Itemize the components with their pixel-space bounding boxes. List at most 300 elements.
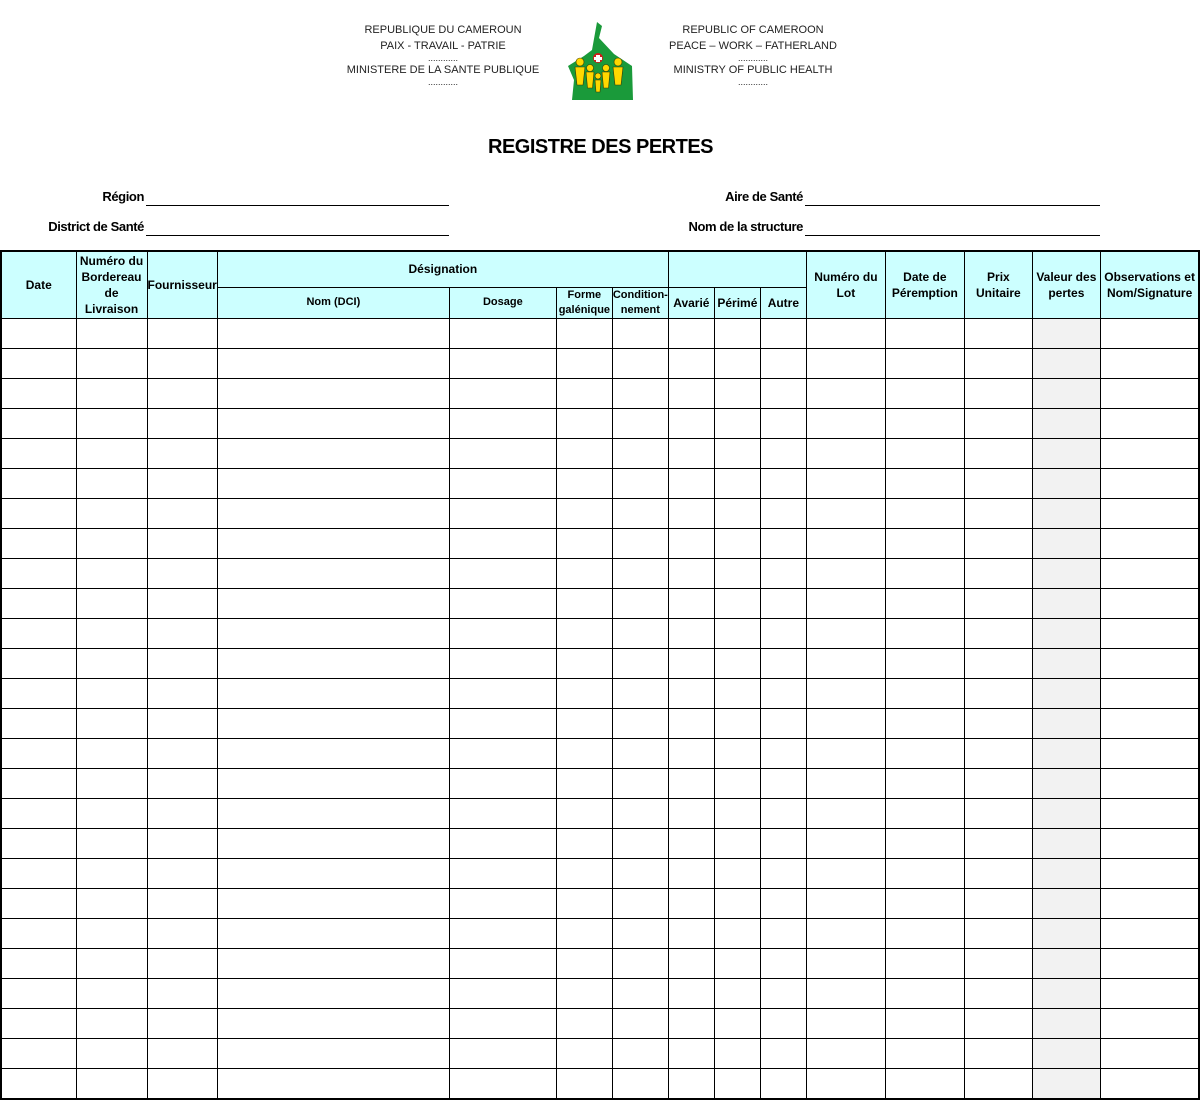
cell-prix[interactable] xyxy=(964,558,1032,588)
cell-perime[interactable] xyxy=(714,558,760,588)
cell-lot[interactable] xyxy=(806,918,885,948)
cell-bordereau[interactable] xyxy=(76,648,147,678)
aire-sante-field[interactable] xyxy=(805,205,1100,206)
cell-observations[interactable] xyxy=(1100,348,1199,378)
cell-prix[interactable] xyxy=(964,318,1032,348)
cell-valeur[interactable] xyxy=(1032,468,1100,498)
cell-peremption[interactable] xyxy=(885,798,964,828)
cell-valeur[interactable] xyxy=(1032,678,1100,708)
cell-perime[interactable] xyxy=(714,828,760,858)
cell-conditionnement[interactable] xyxy=(612,708,668,738)
cell-bordereau[interactable] xyxy=(76,978,147,1008)
cell-valeur[interactable] xyxy=(1032,408,1100,438)
cell-observations[interactable] xyxy=(1100,558,1199,588)
cell-peremption[interactable] xyxy=(885,1068,964,1099)
cell-lot[interactable] xyxy=(806,828,885,858)
cell-conditionnement[interactable] xyxy=(612,738,668,768)
cell-fournisseur[interactable] xyxy=(147,348,217,378)
cell-date[interactable] xyxy=(1,738,76,768)
cell-avarie[interactable] xyxy=(668,888,714,918)
cell-peremption[interactable] xyxy=(885,378,964,408)
cell-fournisseur[interactable] xyxy=(147,888,217,918)
cell-prix[interactable] xyxy=(964,1008,1032,1038)
cell-lot[interactable] xyxy=(806,438,885,468)
cell-conditionnement[interactable] xyxy=(612,1038,668,1068)
cell-valeur[interactable] xyxy=(1032,828,1100,858)
cell-lot[interactable] xyxy=(806,588,885,618)
cell-valeur[interactable] xyxy=(1032,948,1100,978)
cell-prix[interactable] xyxy=(964,618,1032,648)
cell-avarie[interactable] xyxy=(668,1008,714,1038)
cell-valeur[interactable] xyxy=(1032,978,1100,1008)
cell-date[interactable] xyxy=(1,528,76,558)
cell-date[interactable] xyxy=(1,1038,76,1068)
cell-perime[interactable] xyxy=(714,408,760,438)
cell-forme[interactable] xyxy=(556,1068,612,1099)
cell-valeur[interactable] xyxy=(1032,318,1100,348)
cell-nom-dci[interactable] xyxy=(217,618,449,648)
cell-dosage[interactable] xyxy=(449,768,556,798)
cell-avarie[interactable] xyxy=(668,438,714,468)
cell-fournisseur[interactable] xyxy=(147,978,217,1008)
cell-prix[interactable] xyxy=(964,468,1032,498)
cell-observations[interactable] xyxy=(1100,828,1199,858)
cell-dosage[interactable] xyxy=(449,378,556,408)
cell-date[interactable] xyxy=(1,618,76,648)
cell-fournisseur[interactable] xyxy=(147,1008,217,1038)
cell-fournisseur[interactable] xyxy=(147,708,217,738)
cell-fournisseur[interactable] xyxy=(147,318,217,348)
cell-bordereau[interactable] xyxy=(76,948,147,978)
cell-avarie[interactable] xyxy=(668,708,714,738)
cell-observations[interactable] xyxy=(1100,1038,1199,1068)
cell-bordereau[interactable] xyxy=(76,918,147,948)
cell-date[interactable] xyxy=(1,1068,76,1099)
cell-observations[interactable] xyxy=(1100,648,1199,678)
cell-bordereau[interactable] xyxy=(76,498,147,528)
cell-conditionnement[interactable] xyxy=(612,438,668,468)
cell-perime[interactable] xyxy=(714,498,760,528)
structure-field[interactable] xyxy=(805,235,1100,236)
cell-peremption[interactable] xyxy=(885,918,964,948)
cell-nom-dci[interactable] xyxy=(217,738,449,768)
cell-valeur[interactable] xyxy=(1032,1038,1100,1068)
cell-observations[interactable] xyxy=(1100,1068,1199,1099)
cell-bordereau[interactable] xyxy=(76,1008,147,1038)
cell-fournisseur[interactable] xyxy=(147,948,217,978)
cell-nom-dci[interactable] xyxy=(217,318,449,348)
cell-prix[interactable] xyxy=(964,1068,1032,1099)
cell-nom-dci[interactable] xyxy=(217,438,449,468)
cell-peremption[interactable] xyxy=(885,768,964,798)
cell-bordereau[interactable] xyxy=(76,888,147,918)
cell-observations[interactable] xyxy=(1100,528,1199,558)
cell-perime[interactable] xyxy=(714,918,760,948)
cell-prix[interactable] xyxy=(964,648,1032,678)
cell-autre[interactable] xyxy=(760,558,806,588)
cell-valeur[interactable] xyxy=(1032,1068,1100,1099)
cell-peremption[interactable] xyxy=(885,558,964,588)
cell-valeur[interactable] xyxy=(1032,558,1100,588)
cell-conditionnement[interactable] xyxy=(612,408,668,438)
cell-avarie[interactable] xyxy=(668,738,714,768)
cell-forme[interactable] xyxy=(556,828,612,858)
cell-dosage[interactable] xyxy=(449,888,556,918)
cell-fournisseur[interactable] xyxy=(147,408,217,438)
cell-autre[interactable] xyxy=(760,378,806,408)
cell-perime[interactable] xyxy=(714,588,760,618)
cell-bordereau[interactable] xyxy=(76,588,147,618)
cell-bordereau[interactable] xyxy=(76,858,147,888)
cell-forme[interactable] xyxy=(556,648,612,678)
cell-dosage[interactable] xyxy=(449,408,556,438)
cell-forme[interactable] xyxy=(556,528,612,558)
cell-observations[interactable] xyxy=(1100,858,1199,888)
cell-date[interactable] xyxy=(1,318,76,348)
cell-forme[interactable] xyxy=(556,318,612,348)
cell-autre[interactable] xyxy=(760,828,806,858)
cell-nom-dci[interactable] xyxy=(217,1008,449,1038)
cell-observations[interactable] xyxy=(1100,468,1199,498)
cell-observations[interactable] xyxy=(1100,978,1199,1008)
cell-nom-dci[interactable] xyxy=(217,648,449,678)
cell-valeur[interactable] xyxy=(1032,708,1100,738)
cell-lot[interactable] xyxy=(806,768,885,798)
cell-dosage[interactable] xyxy=(449,468,556,498)
cell-peremption[interactable] xyxy=(885,588,964,618)
cell-autre[interactable] xyxy=(760,678,806,708)
cell-fournisseur[interactable] xyxy=(147,1068,217,1099)
cell-dosage[interactable] xyxy=(449,528,556,558)
cell-autre[interactable] xyxy=(760,348,806,378)
cell-conditionnement[interactable] xyxy=(612,498,668,528)
cell-observations[interactable] xyxy=(1100,1008,1199,1038)
cell-date[interactable] xyxy=(1,648,76,678)
cell-valeur[interactable] xyxy=(1032,738,1100,768)
cell-lot[interactable] xyxy=(806,468,885,498)
cell-perime[interactable] xyxy=(714,858,760,888)
cell-valeur[interactable] xyxy=(1032,1008,1100,1038)
cell-conditionnement[interactable] xyxy=(612,558,668,588)
cell-bordereau[interactable] xyxy=(76,678,147,708)
cell-nom-dci[interactable] xyxy=(217,678,449,708)
cell-prix[interactable] xyxy=(964,858,1032,888)
cell-date[interactable] xyxy=(1,948,76,978)
cell-peremption[interactable] xyxy=(885,648,964,678)
cell-bordereau[interactable] xyxy=(76,708,147,738)
cell-observations[interactable] xyxy=(1100,948,1199,978)
cell-dosage[interactable] xyxy=(449,948,556,978)
cell-observations[interactable] xyxy=(1100,888,1199,918)
cell-valeur[interactable] xyxy=(1032,588,1100,618)
cell-fournisseur[interactable] xyxy=(147,438,217,468)
cell-conditionnement[interactable] xyxy=(612,468,668,498)
cell-forme[interactable] xyxy=(556,708,612,738)
cell-date[interactable] xyxy=(1,438,76,468)
cell-valeur[interactable] xyxy=(1032,648,1100,678)
cell-peremption[interactable] xyxy=(885,408,964,438)
cell-forme[interactable] xyxy=(556,618,612,648)
cell-peremption[interactable] xyxy=(885,318,964,348)
cell-observations[interactable] xyxy=(1100,708,1199,738)
cell-autre[interactable] xyxy=(760,318,806,348)
cell-valeur[interactable] xyxy=(1032,498,1100,528)
cell-nom-dci[interactable] xyxy=(217,978,449,1008)
cell-conditionnement[interactable] xyxy=(612,648,668,678)
cell-date[interactable] xyxy=(1,708,76,738)
cell-lot[interactable] xyxy=(806,798,885,828)
cell-peremption[interactable] xyxy=(885,348,964,378)
cell-bordereau[interactable] xyxy=(76,618,147,648)
cell-date[interactable] xyxy=(1,888,76,918)
cell-perime[interactable] xyxy=(714,888,760,918)
cell-conditionnement[interactable] xyxy=(612,768,668,798)
cell-peremption[interactable] xyxy=(885,858,964,888)
cell-dosage[interactable] xyxy=(449,858,556,888)
cell-bordereau[interactable] xyxy=(76,828,147,858)
cell-lot[interactable] xyxy=(806,678,885,708)
cell-conditionnement[interactable] xyxy=(612,588,668,618)
cell-peremption[interactable] xyxy=(885,978,964,1008)
cell-valeur[interactable] xyxy=(1032,378,1100,408)
cell-date[interactable] xyxy=(1,1008,76,1038)
cell-conditionnement[interactable] xyxy=(612,1008,668,1038)
cell-peremption[interactable] xyxy=(885,948,964,978)
cell-autre[interactable] xyxy=(760,498,806,528)
cell-avarie[interactable] xyxy=(668,768,714,798)
cell-fournisseur[interactable] xyxy=(147,378,217,408)
cell-dosage[interactable] xyxy=(449,618,556,648)
cell-perime[interactable] xyxy=(714,798,760,828)
cell-perime[interactable] xyxy=(714,318,760,348)
cell-prix[interactable] xyxy=(964,588,1032,618)
cell-nom-dci[interactable] xyxy=(217,888,449,918)
cell-avarie[interactable] xyxy=(668,468,714,498)
cell-dosage[interactable] xyxy=(449,438,556,468)
cell-nom-dci[interactable] xyxy=(217,558,449,588)
cell-forme[interactable] xyxy=(556,948,612,978)
cell-dosage[interactable] xyxy=(449,798,556,828)
cell-peremption[interactable] xyxy=(885,468,964,498)
cell-forme[interactable] xyxy=(556,408,612,438)
cell-peremption[interactable] xyxy=(885,1008,964,1038)
cell-dosage[interactable] xyxy=(449,738,556,768)
cell-lot[interactable] xyxy=(806,1068,885,1099)
cell-observations[interactable] xyxy=(1100,498,1199,528)
cell-date[interactable] xyxy=(1,558,76,588)
cell-forme[interactable] xyxy=(556,348,612,378)
cell-observations[interactable] xyxy=(1100,918,1199,948)
cell-fournisseur[interactable] xyxy=(147,498,217,528)
cell-observations[interactable] xyxy=(1100,378,1199,408)
cell-nom-dci[interactable] xyxy=(217,378,449,408)
cell-fournisseur[interactable] xyxy=(147,588,217,618)
cell-nom-dci[interactable] xyxy=(217,798,449,828)
cell-perime[interactable] xyxy=(714,648,760,678)
cell-avarie[interactable] xyxy=(668,558,714,588)
cell-nom-dci[interactable] xyxy=(217,528,449,558)
cell-observations[interactable] xyxy=(1100,318,1199,348)
cell-peremption[interactable] xyxy=(885,888,964,918)
cell-date[interactable] xyxy=(1,378,76,408)
cell-lot[interactable] xyxy=(806,708,885,738)
cell-fournisseur[interactable] xyxy=(147,468,217,498)
cell-autre[interactable] xyxy=(760,738,806,768)
cell-peremption[interactable] xyxy=(885,618,964,648)
cell-autre[interactable] xyxy=(760,468,806,498)
cell-autre[interactable] xyxy=(760,1038,806,1068)
cell-prix[interactable] xyxy=(964,768,1032,798)
cell-prix[interactable] xyxy=(964,408,1032,438)
cell-prix[interactable] xyxy=(964,888,1032,918)
cell-conditionnement[interactable] xyxy=(612,528,668,558)
cell-dosage[interactable] xyxy=(449,828,556,858)
cell-forme[interactable] xyxy=(556,918,612,948)
cell-avarie[interactable] xyxy=(668,648,714,678)
cell-nom-dci[interactable] xyxy=(217,468,449,498)
cell-peremption[interactable] xyxy=(885,708,964,738)
cell-bordereau[interactable] xyxy=(76,768,147,798)
cell-nom-dci[interactable] xyxy=(217,348,449,378)
cell-prix[interactable] xyxy=(964,378,1032,408)
cell-perime[interactable] xyxy=(714,978,760,1008)
cell-dosage[interactable] xyxy=(449,678,556,708)
cell-perime[interactable] xyxy=(714,468,760,498)
cell-fournisseur[interactable] xyxy=(147,558,217,588)
cell-bordereau[interactable] xyxy=(76,738,147,768)
cell-valeur[interactable] xyxy=(1032,348,1100,378)
cell-avarie[interactable] xyxy=(668,588,714,618)
cell-autre[interactable] xyxy=(760,768,806,798)
cell-date[interactable] xyxy=(1,468,76,498)
cell-valeur[interactable] xyxy=(1032,528,1100,558)
cell-observations[interactable] xyxy=(1100,768,1199,798)
cell-perime[interactable] xyxy=(714,378,760,408)
cell-perime[interactable] xyxy=(714,1008,760,1038)
cell-dosage[interactable] xyxy=(449,348,556,378)
cell-forme[interactable] xyxy=(556,978,612,1008)
cell-lot[interactable] xyxy=(806,1038,885,1068)
cell-avarie[interactable] xyxy=(668,348,714,378)
cell-dosage[interactable] xyxy=(449,978,556,1008)
cell-lot[interactable] xyxy=(806,858,885,888)
cell-autre[interactable] xyxy=(760,948,806,978)
cell-perime[interactable] xyxy=(714,348,760,378)
cell-forme[interactable] xyxy=(556,498,612,528)
cell-conditionnement[interactable] xyxy=(612,798,668,828)
cell-autre[interactable] xyxy=(760,858,806,888)
cell-avarie[interactable] xyxy=(668,918,714,948)
cell-fournisseur[interactable] xyxy=(147,828,217,858)
region-field[interactable] xyxy=(146,205,449,206)
cell-observations[interactable] xyxy=(1100,588,1199,618)
cell-dosage[interactable] xyxy=(449,708,556,738)
cell-bordereau[interactable] xyxy=(76,438,147,468)
cell-conditionnement[interactable] xyxy=(612,918,668,948)
cell-forme[interactable] xyxy=(556,798,612,828)
cell-autre[interactable] xyxy=(760,798,806,828)
cell-observations[interactable] xyxy=(1100,438,1199,468)
cell-dosage[interactable] xyxy=(449,1008,556,1038)
cell-lot[interactable] xyxy=(806,558,885,588)
cell-date[interactable] xyxy=(1,828,76,858)
cell-forme[interactable] xyxy=(556,378,612,408)
cell-forme[interactable] xyxy=(556,1008,612,1038)
cell-observations[interactable] xyxy=(1100,618,1199,648)
cell-valeur[interactable] xyxy=(1032,438,1100,468)
cell-forme[interactable] xyxy=(556,858,612,888)
cell-date[interactable] xyxy=(1,498,76,528)
cell-avarie[interactable] xyxy=(668,1038,714,1068)
cell-prix[interactable] xyxy=(964,828,1032,858)
cell-perime[interactable] xyxy=(714,768,760,798)
cell-lot[interactable] xyxy=(806,528,885,558)
cell-lot[interactable] xyxy=(806,378,885,408)
cell-avarie[interactable] xyxy=(668,828,714,858)
cell-perime[interactable] xyxy=(714,438,760,468)
cell-lot[interactable] xyxy=(806,978,885,1008)
cell-valeur[interactable] xyxy=(1032,618,1100,648)
cell-date[interactable] xyxy=(1,348,76,378)
cell-bordereau[interactable] xyxy=(76,1068,147,1099)
cell-prix[interactable] xyxy=(964,738,1032,768)
cell-avarie[interactable] xyxy=(668,948,714,978)
cell-conditionnement[interactable] xyxy=(612,888,668,918)
cell-bordereau[interactable] xyxy=(76,468,147,498)
cell-avarie[interactable] xyxy=(668,798,714,828)
cell-autre[interactable] xyxy=(760,438,806,468)
cell-dosage[interactable] xyxy=(449,318,556,348)
cell-fournisseur[interactable] xyxy=(147,858,217,888)
cell-prix[interactable] xyxy=(964,678,1032,708)
cell-autre[interactable] xyxy=(760,618,806,648)
cell-observations[interactable] xyxy=(1100,678,1199,708)
cell-dosage[interactable] xyxy=(449,648,556,678)
cell-autre[interactable] xyxy=(760,408,806,438)
cell-perime[interactable] xyxy=(714,1068,760,1099)
cell-avarie[interactable] xyxy=(668,378,714,408)
cell-nom-dci[interactable] xyxy=(217,498,449,528)
cell-lot[interactable] xyxy=(806,648,885,678)
cell-date[interactable] xyxy=(1,408,76,438)
cell-autre[interactable] xyxy=(760,978,806,1008)
cell-forme[interactable] xyxy=(556,888,612,918)
cell-nom-dci[interactable] xyxy=(217,828,449,858)
cell-prix[interactable] xyxy=(964,708,1032,738)
cell-avarie[interactable] xyxy=(668,528,714,558)
cell-fournisseur[interactable] xyxy=(147,1038,217,1068)
cell-forme[interactable] xyxy=(556,558,612,588)
cell-avarie[interactable] xyxy=(668,1068,714,1099)
cell-lot[interactable] xyxy=(806,618,885,648)
cell-bordereau[interactable] xyxy=(76,318,147,348)
cell-forme[interactable] xyxy=(556,588,612,618)
cell-dosage[interactable] xyxy=(449,1068,556,1099)
cell-lot[interactable] xyxy=(806,498,885,528)
cell-conditionnement[interactable] xyxy=(612,378,668,408)
cell-forme[interactable] xyxy=(556,768,612,798)
cell-nom-dci[interactable] xyxy=(217,948,449,978)
cell-autre[interactable] xyxy=(760,648,806,678)
cell-peremption[interactable] xyxy=(885,678,964,708)
cell-date[interactable] xyxy=(1,678,76,708)
cell-autre[interactable] xyxy=(760,888,806,918)
cell-peremption[interactable] xyxy=(885,528,964,558)
cell-perime[interactable] xyxy=(714,708,760,738)
cell-date[interactable] xyxy=(1,768,76,798)
cell-peremption[interactable] xyxy=(885,1038,964,1068)
cell-valeur[interactable] xyxy=(1032,888,1100,918)
